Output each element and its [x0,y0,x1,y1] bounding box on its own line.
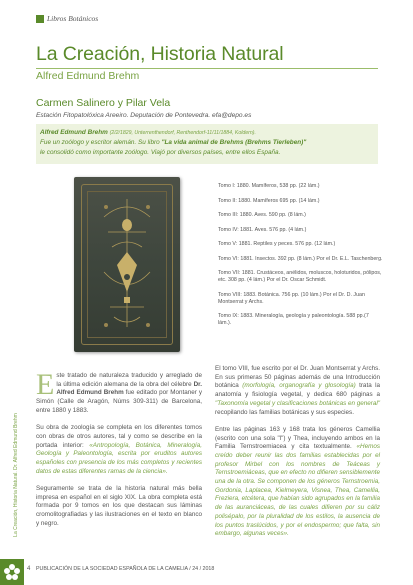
bio-line2: le consolidó como importante zoólogo. Viajó por diversos países, entre ellos España. [40,148,281,156]
dropcap-letter: E [36,368,55,401]
publication-name: PUBLICACIÓN DE LA SOCIEDAD ESPAÑOLA DE LA CAMELIA / 24 / 2018 [36,566,215,572]
left-paragraph-3: Seguramente se trata de la historia natural más bella impresa en español en el siglo XIX. La obra completa está formada por 9 tomos en los que destacan sus láminas cromolitografiadas y las ilustraciones en el texto en blanco y negro. [36,484,202,527]
volume-item: Tomo VI: 1881. Insectos. 392 pp. (8 lám.) Por el Dr. E.L. Taschenberg. [218,255,383,262]
camellia-flower-icon [3,563,21,581]
article-authors: Carmen Salinero y Pilar Vela [36,97,171,109]
bio-line1: Fue un zoólogo y escritor alemán. Su libro [40,139,160,147]
volume-item: Tomo VII: 1881. Crustáceos, anélidos, moluscos, holoturidos, pólipos, etc. 308 pp. (4 lám.) Por el Dr. Oscar Schmidt. [218,270,382,283]
article-affiliation: Estación Fitopatolóxica Areeiro. Deputación de Pontevedra. efa@depo.es [36,112,252,119]
side-running-title [11,370,21,580]
footer-logo [0,559,24,585]
bio-name: Alfred Edmund Brehm [40,129,108,136]
right-p1-emphasis: (morfología, organografía y glosología) [242,382,356,390]
book-cover-ornament-icon [74,177,180,352]
section-label: Libros Botánicos [47,14,99,23]
volume-item: Tomo III: 1880. Aves. 590 pp. (8 lám.) [218,212,306,218]
article-subtitle: Alfred Edmund Brehm [36,70,140,82]
author-bio-box [36,124,378,164]
left-text-column [36,368,202,537]
side-running-title-text: La Creación, Historia Natural. Dr. Alfred Edmund Brehm [13,413,19,537]
right-p2-quote: «Hemos creído deber reunir las dos familias establecidas por el profesor Mirbel con los nombres de Teáceas y Ternstroemiáceas, que en efecto no difieren sensiblemente una de la otra. Se componen de los géneros Ternstroemia, Gordonia, Laplacea, Kielmeyera, Visnea, Thea, Camellia, Freziera, etcétera, que habían sido agrupados en la familia de las auranciáceas, de las cuales difieren por su cáliz polisépalo, por la pluralidad de los estilos, la ausencia de los puntos traslúcidos, y por el endospermo; que falta, sin embargo, algunas veces». [215,443,380,538]
left-p1-text-a: ste tratado de naturaleza traducido y arreglado de la última edición alemana de la obra del célebre [56,372,202,388]
left-p2-quote: «Antropología, Botánica, Mineralogía, Geología y Paleontología, escrita por eruditos autores españoles con presencia de los más completos y recientes datos de estas diferentes ramas de la ciencia». [36,441,202,475]
bio-book: "La vida animal de Brehms (Brehms Tierleben)" [161,139,307,147]
volume-list [218,183,383,335]
right-text-column [215,365,380,548]
section-square-icon [36,15,44,23]
title-divider [36,68,378,69]
volume-item: Tomo VIII: 1883. Botánica. 756 pp. (10 lám.) Por el Dr. D. Juan Montserrat y Archs. [218,291,365,305]
left-p2-text-a: Su obra de zoología se completa en los diferentes tomos con obras de otros autores, tal y como se describe en la portada interior: [36,424,202,449]
right-p1-text-e: recopilando las familias botánicas y sus especies. [215,408,354,416]
left-p1-text-c: fue editado por Montaner y Simón (Calle de Aragón, Núms 309-311) de Barcelona, entre 1880 y 1883. [36,389,202,414]
bio-dates: (2/2/1829, Unterrenthendorf, Renthendorf-11/11/1884, Koldern). [109,130,256,136]
right-paragraph-1 [215,365,380,417]
right-p1-text-a: El tomo VIII, fue escrito por el Dr. Juan Montserrat y Archs. En sus primeras 50 páginas además de una Introducción botánica [215,365,380,390]
right-p1-text-c: trata la anatomía y fisiología vegetal, y dedica 680 páginas a [215,382,380,399]
right-p2-text-a: Entre las páginas 163 y 168 trata los géneros Camellia (escrito con una sola "l") y Thea, incluyendo ambos en la Familia Ternstroemiacea y cita textualmente. [215,425,380,451]
right-p1-quote: "Taxonomía vegetal y clasificaciones botánicas en general" [215,399,380,407]
article-title: La Creación, Historia Natural [36,43,284,65]
page-number: 4 [27,566,31,572]
left-p1-author-name: Dr. Alfred Edmund Brehm [56,380,202,397]
left-paragraph-1 [36,368,202,416]
section-tag [36,14,98,23]
right-paragraph-2 [215,426,380,539]
left-paragraph-2 [36,424,202,476]
volume-item: Tomo IV: 1881. Aves. 576 pp. (4 lám.) [218,226,307,233]
volume-item: Tomo I: 1880. Mamíferos, 538 pp. (22 lám.) [218,183,320,189]
book-cover-photo [74,177,180,352]
page-footer [0,559,413,585]
volume-item: Tomo IX: 1883. Mineralogía, geología y paleontología. 588 pp.(7 lám.). [218,313,369,326]
volume-item: Tomo V: 1881. Reptiles y peces. 576 pp. (12 lám.) [218,241,336,247]
volume-item: Tomo II: 1880. Mamíferos 695 pp. (14 lám.) [218,197,320,204]
